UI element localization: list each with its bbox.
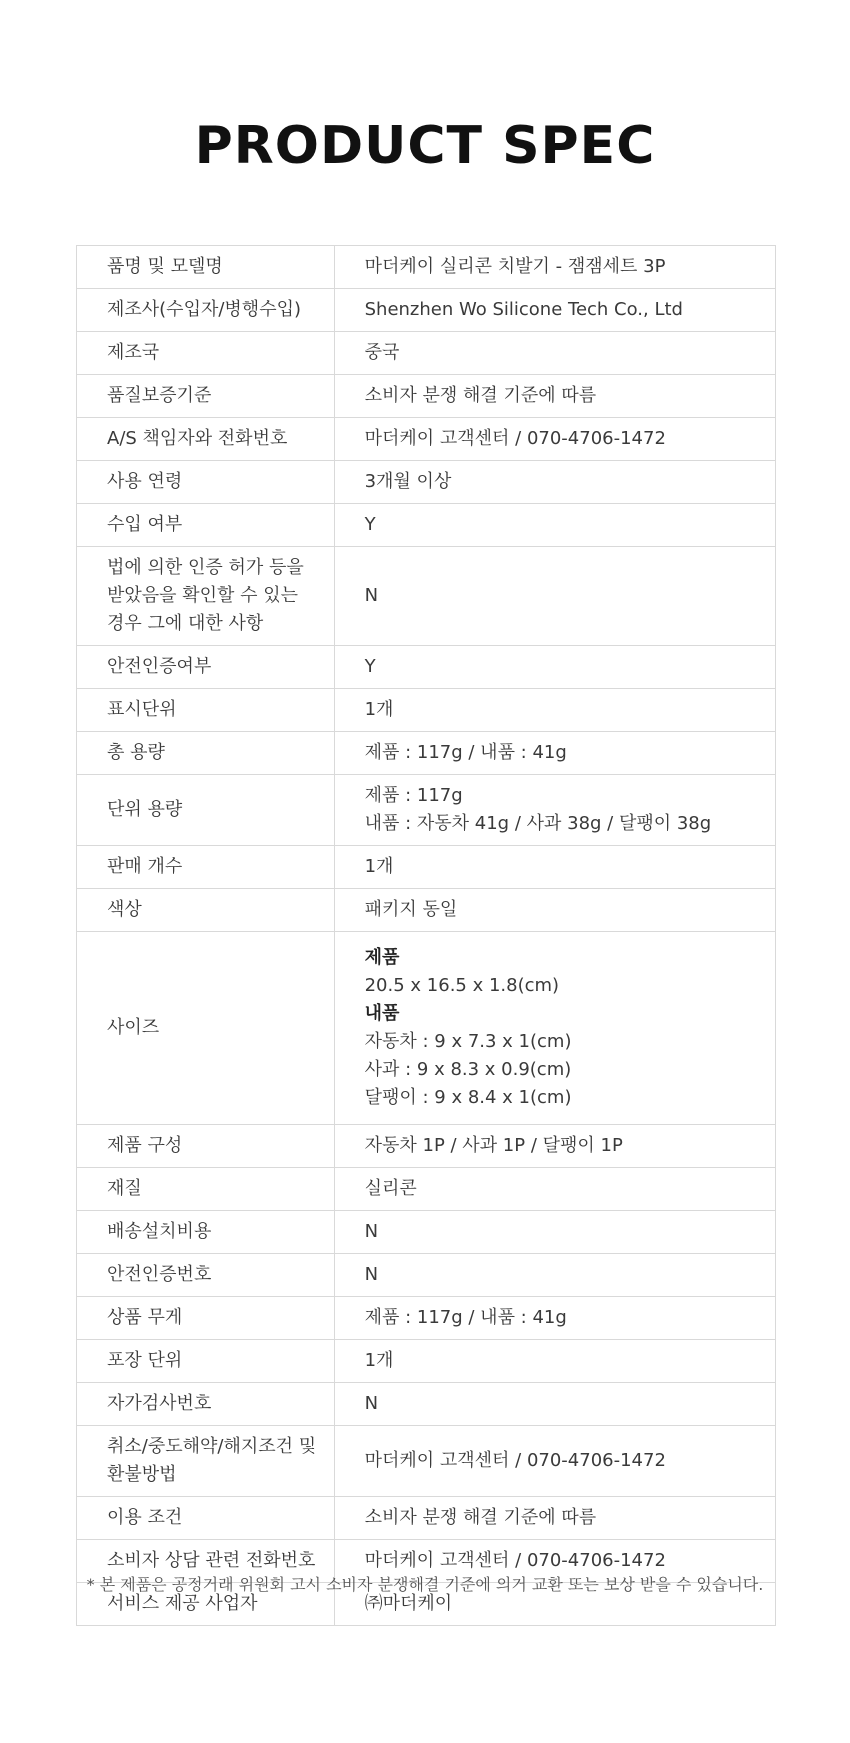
size-inner-value: 사과 : 9 x 8.3 x 0.9(cm) (364, 1059, 572, 1080)
row-label-line: 받았음을 확인할 수 있는 (107, 585, 299, 606)
row-label: 이용 조건 (77, 1497, 335, 1540)
table-row (77, 689, 776, 732)
row-label-line: 경우 그에 대한 사항 (107, 613, 264, 634)
table-row (77, 1340, 776, 1383)
row-value: 제품 : 117g / 내품 : 41g (334, 732, 775, 775)
footnote: * 본 제품은 공정거래 위원회 고시 소비자 분쟁해결 기준에 의거 교환 또는 보상 받을 수 있습니다. (86, 1575, 764, 1594)
row-label-line: 환불방법 (107, 1464, 177, 1485)
row-label-line: 취소/중도해약/해지조건 및 (107, 1436, 317, 1457)
row-label: 색상 (77, 889, 335, 932)
row-value (334, 932, 775, 1125)
spec-table (76, 245, 776, 1626)
table-row (77, 547, 776, 646)
row-value (334, 775, 775, 846)
row-value: 마더케이 실리콘 치발기 - 잼잼세트 3P (334, 246, 775, 289)
table-row (77, 504, 776, 547)
table-row (77, 889, 776, 932)
row-label: 소비자 상담 관련 전화번호 (77, 1540, 335, 1583)
row-value: Y (334, 646, 775, 689)
row-value: 1개 (334, 1340, 775, 1383)
row-label (77, 1426, 335, 1497)
table-row (77, 418, 776, 461)
page-title: PRODUCT SPEC (194, 116, 656, 176)
row-value: Y (334, 504, 775, 547)
table-row (77, 932, 776, 1125)
row-label: 서비스 제공 사업자 (77, 1583, 335, 1626)
table-row (77, 1426, 776, 1497)
row-label: 자가검사번호 (77, 1383, 335, 1426)
row-label: 재질 (77, 1168, 335, 1211)
size-product-heading: 제품 (364, 947, 400, 968)
table-row (77, 375, 776, 418)
row-label (77, 547, 335, 646)
row-value: ㈜마더케이 (334, 1583, 775, 1626)
table-row (77, 246, 776, 289)
table-row (77, 846, 776, 889)
row-value: N (334, 1254, 775, 1297)
row-value: N (334, 1383, 775, 1426)
row-label: 총 용량 (77, 732, 335, 775)
table-row (77, 332, 776, 375)
row-label: 안전인증번호 (77, 1254, 335, 1297)
row-value: Shenzhen Wo Silicone Tech Co., Ltd (334, 289, 775, 332)
row-value: N (334, 1211, 775, 1254)
size-inner-value: 달팽이 : 9 x 8.4 x 1(cm) (364, 1087, 572, 1108)
table-row (77, 646, 776, 689)
table-row (77, 461, 776, 504)
table-row (77, 1211, 776, 1254)
row-value: 자동차 1P / 사과 1P / 달팽이 1P (334, 1125, 775, 1168)
row-label: 사용 연령 (77, 461, 335, 504)
row-value: 마더케이 고객센터 / 070-4706-1472 (334, 1540, 775, 1583)
row-value: 제품 : 117g / 내품 : 41g (334, 1297, 775, 1340)
table-row (77, 775, 776, 846)
row-label: 단위 용량 (77, 775, 335, 846)
row-label: 제조국 (77, 332, 335, 375)
table-row (77, 1125, 776, 1168)
row-label: 표시단위 (77, 689, 335, 732)
row-value: 중국 (334, 332, 775, 375)
row-value: 1개 (334, 846, 775, 889)
row-value: 마더케이 고객센터 / 070-4706-1472 (334, 1426, 775, 1497)
row-label: 배송설치비용 (77, 1211, 335, 1254)
row-label: 품질보증기준 (77, 375, 335, 418)
size-inner-heading: 내품 (364, 1003, 400, 1024)
row-label: 수입 여부 (77, 504, 335, 547)
row-value: 3개월 이상 (334, 461, 775, 504)
row-label: 제품 구성 (77, 1125, 335, 1168)
table-row (77, 1497, 776, 1540)
row-value-line: 내품 : 자동차 41g / 사과 38g / 달팽이 38g (364, 813, 712, 834)
row-label: 품명 및 모델명 (77, 246, 335, 289)
row-value: 소비자 분쟁 해결 기준에 따름 (334, 375, 775, 418)
row-label: 사이즈 (77, 932, 335, 1125)
size-inner-value: 자동차 : 9 x 7.3 x 1(cm) (364, 1031, 572, 1052)
table-row (77, 1254, 776, 1297)
row-value: 소비자 분쟁 해결 기준에 따름 (334, 1497, 775, 1540)
row-label: 제조사(수입자/병행수입) (77, 289, 335, 332)
size-product-value: 20.5 x 16.5 x 1.8(cm) (364, 975, 560, 996)
row-value-line: 제품 : 117g (364, 785, 463, 806)
row-label: 안전인증여부 (77, 646, 335, 689)
table-row (77, 732, 776, 775)
table-row (77, 1297, 776, 1340)
row-value: 1개 (334, 689, 775, 732)
row-value: 마더케이 고객센터 / 070-4706-1472 (334, 418, 775, 461)
row-label: 상품 무게 (77, 1297, 335, 1340)
row-label-line: 법에 의한 인증 허가 등을 (107, 557, 304, 578)
row-value: 패키지 동일 (334, 889, 775, 932)
table-row (77, 1383, 776, 1426)
row-label: 판매 개수 (77, 846, 335, 889)
row-value: N (334, 547, 775, 646)
row-label: A/S 책임자와 전화번호 (77, 418, 335, 461)
table-row (77, 289, 776, 332)
row-label: 포장 단위 (77, 1340, 335, 1383)
row-value: 실리콘 (334, 1168, 775, 1211)
table-row (77, 1168, 776, 1211)
